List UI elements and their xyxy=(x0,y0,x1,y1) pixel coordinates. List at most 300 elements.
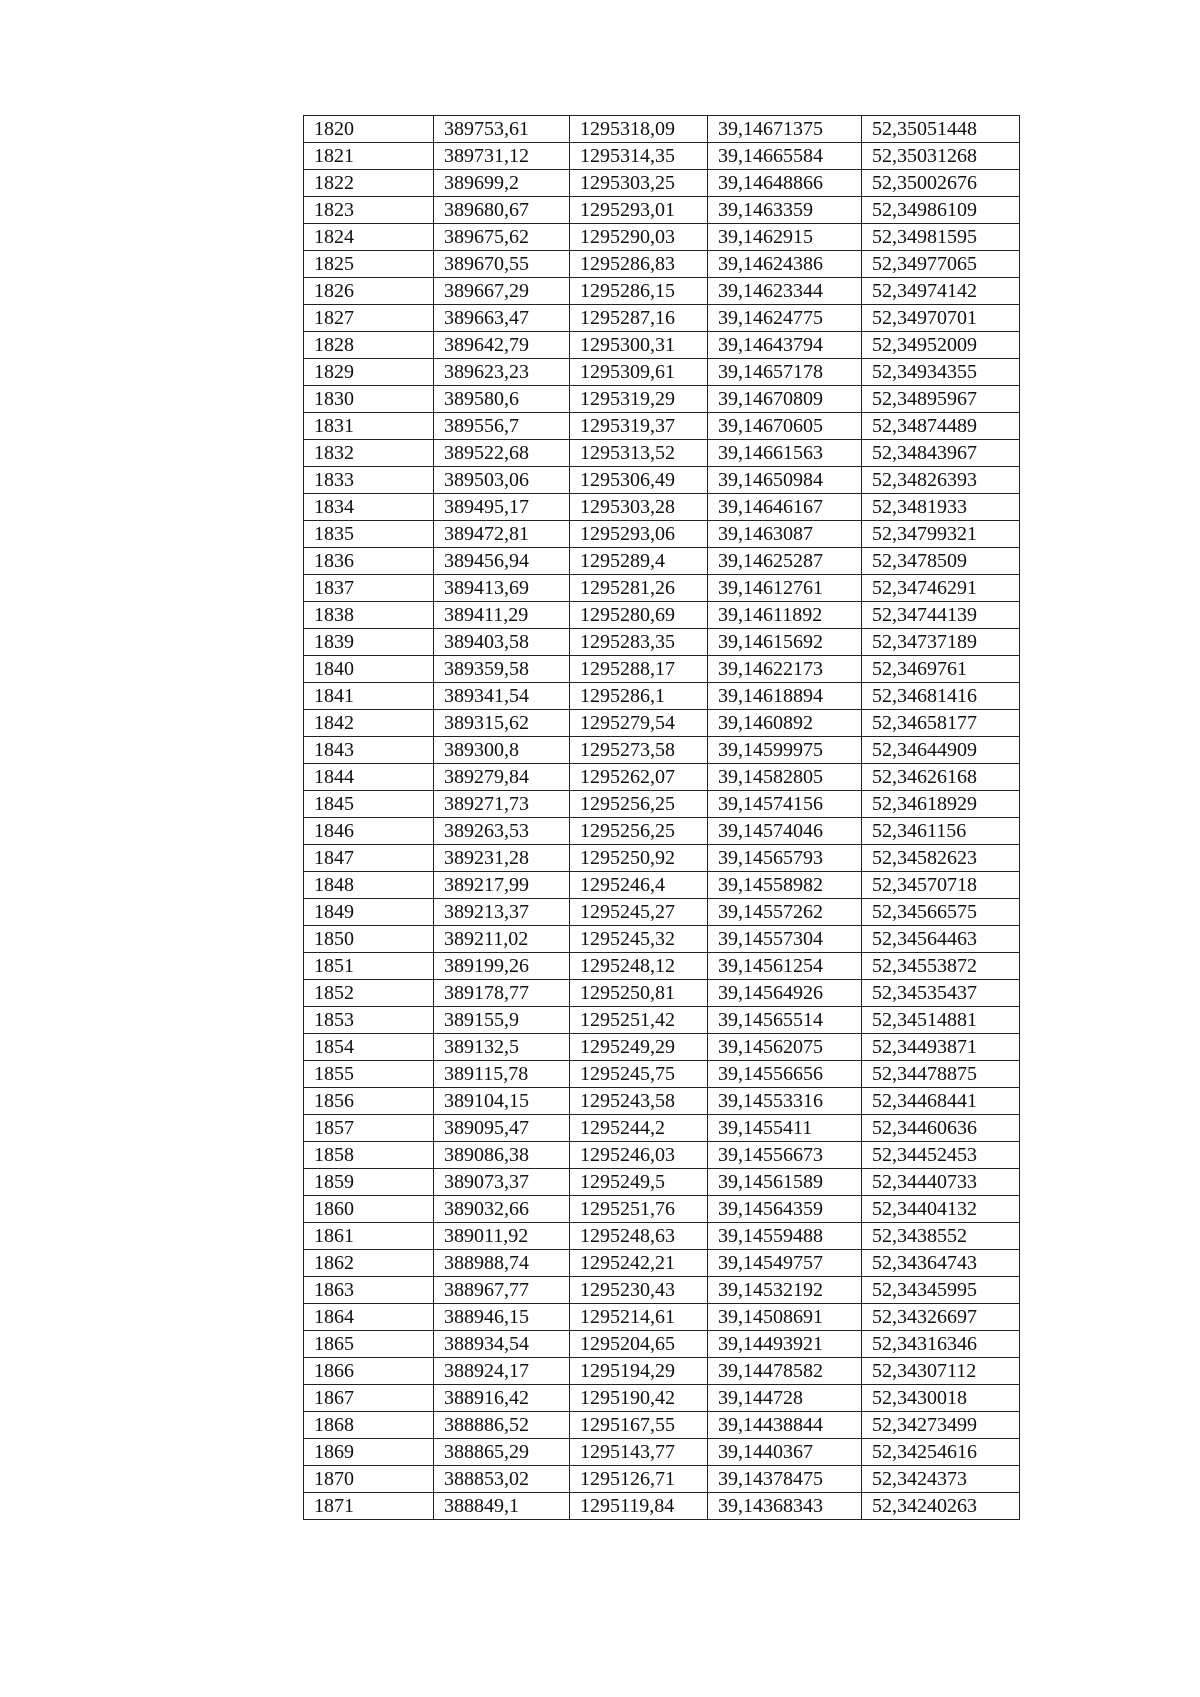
table-row xyxy=(304,251,1020,278)
longitude-cell: 39,14532192 xyxy=(708,1277,862,1304)
x-coordinate-cell: 389680,67 xyxy=(434,197,570,224)
longitude-cell: 39,14625287 xyxy=(708,548,862,575)
table-row xyxy=(304,548,1020,575)
x-coordinate-cell: 388853,02 xyxy=(434,1466,570,1493)
latitude-cell: 52,34468441 xyxy=(862,1088,1020,1115)
table-row xyxy=(304,143,1020,170)
longitude-cell: 39,14622173 xyxy=(708,656,862,683)
x-coordinate-cell: 389213,37 xyxy=(434,899,570,926)
latitude-cell: 52,3424373 xyxy=(862,1466,1020,1493)
x-coordinate-cell: 389472,81 xyxy=(434,521,570,548)
point-number-cell: 1823 xyxy=(304,197,434,224)
latitude-cell: 52,34658177 xyxy=(862,710,1020,737)
longitude-cell: 39,14438844 xyxy=(708,1412,862,1439)
x-coordinate-cell: 389032,66 xyxy=(434,1196,570,1223)
x-coordinate-cell: 389495,17 xyxy=(434,494,570,521)
x-coordinate-cell: 389670,55 xyxy=(434,251,570,278)
y-coordinate-cell: 1295246,4 xyxy=(570,872,708,899)
y-coordinate-cell: 1295119,84 xyxy=(570,1493,708,1520)
longitude-cell: 39,14557304 xyxy=(708,926,862,953)
table-row xyxy=(304,1007,1020,1034)
longitude-cell: 39,1460892 xyxy=(708,710,862,737)
latitude-cell: 52,34254616 xyxy=(862,1439,1020,1466)
longitude-cell: 39,14599975 xyxy=(708,737,862,764)
longitude-cell: 39,14562075 xyxy=(708,1034,862,1061)
x-coordinate-cell: 388924,17 xyxy=(434,1358,570,1385)
coordinates-table xyxy=(303,115,1020,1520)
point-number-cell: 1821 xyxy=(304,143,434,170)
table-row xyxy=(304,197,1020,224)
longitude-cell: 39,14612761 xyxy=(708,575,862,602)
table-row xyxy=(304,980,1020,1007)
latitude-cell: 52,34986109 xyxy=(862,197,1020,224)
latitude-cell: 52,34874489 xyxy=(862,413,1020,440)
table-row xyxy=(304,359,1020,386)
x-coordinate-cell: 389115,78 xyxy=(434,1061,570,1088)
latitude-cell: 52,34981595 xyxy=(862,224,1020,251)
y-coordinate-cell: 1295314,35 xyxy=(570,143,708,170)
point-number-cell: 1825 xyxy=(304,251,434,278)
x-coordinate-cell: 389667,29 xyxy=(434,278,570,305)
longitude-cell: 39,14368343 xyxy=(708,1493,862,1520)
y-coordinate-cell: 1295273,58 xyxy=(570,737,708,764)
longitude-cell: 39,14643794 xyxy=(708,332,862,359)
x-coordinate-cell: 389315,62 xyxy=(434,710,570,737)
latitude-cell: 52,34644909 xyxy=(862,737,1020,764)
longitude-cell: 39,14561254 xyxy=(708,953,862,980)
point-number-cell: 1849 xyxy=(304,899,434,926)
longitude-cell: 39,14556656 xyxy=(708,1061,862,1088)
point-number-cell: 1845 xyxy=(304,791,434,818)
latitude-cell: 52,34582623 xyxy=(862,845,1020,872)
x-coordinate-cell: 388934,54 xyxy=(434,1331,570,1358)
table-row xyxy=(304,656,1020,683)
longitude-cell: 39,14565514 xyxy=(708,1007,862,1034)
y-coordinate-cell: 1295318,09 xyxy=(570,116,708,143)
point-number-cell: 1836 xyxy=(304,548,434,575)
table-row xyxy=(304,521,1020,548)
table-row xyxy=(304,1493,1020,1520)
table-row xyxy=(304,1250,1020,1277)
latitude-cell: 52,34460636 xyxy=(862,1115,1020,1142)
x-coordinate-cell: 389263,53 xyxy=(434,818,570,845)
x-coordinate-cell: 389699,2 xyxy=(434,170,570,197)
table-row xyxy=(304,1439,1020,1466)
latitude-cell: 52,34970701 xyxy=(862,305,1020,332)
table-row xyxy=(304,1466,1020,1493)
latitude-cell: 52,34514881 xyxy=(862,1007,1020,1034)
x-coordinate-cell: 388916,42 xyxy=(434,1385,570,1412)
y-coordinate-cell: 1295313,52 xyxy=(570,440,708,467)
coordinates-table-body xyxy=(304,116,1020,1520)
point-number-cell: 1824 xyxy=(304,224,434,251)
y-coordinate-cell: 1295256,25 xyxy=(570,791,708,818)
point-number-cell: 1857 xyxy=(304,1115,434,1142)
y-coordinate-cell: 1295287,16 xyxy=(570,305,708,332)
x-coordinate-cell: 388886,52 xyxy=(434,1412,570,1439)
longitude-cell: 39,14565793 xyxy=(708,845,862,872)
longitude-cell: 39,14650984 xyxy=(708,467,862,494)
point-number-cell: 1859 xyxy=(304,1169,434,1196)
point-number-cell: 1856 xyxy=(304,1088,434,1115)
longitude-cell: 39,14623344 xyxy=(708,278,862,305)
table-row xyxy=(304,764,1020,791)
y-coordinate-cell: 1295194,29 xyxy=(570,1358,708,1385)
latitude-cell: 52,34618929 xyxy=(862,791,1020,818)
y-coordinate-cell: 1295286,15 xyxy=(570,278,708,305)
point-number-cell: 1832 xyxy=(304,440,434,467)
table-row xyxy=(304,1196,1020,1223)
x-coordinate-cell: 389731,12 xyxy=(434,143,570,170)
point-number-cell: 1869 xyxy=(304,1439,434,1466)
latitude-cell: 52,3430018 xyxy=(862,1385,1020,1412)
point-number-cell: 1861 xyxy=(304,1223,434,1250)
latitude-cell: 52,34316346 xyxy=(862,1331,1020,1358)
latitude-cell: 52,34564463 xyxy=(862,926,1020,953)
y-coordinate-cell: 1295303,25 xyxy=(570,170,708,197)
x-coordinate-cell: 389503,06 xyxy=(434,467,570,494)
point-number-cell: 1833 xyxy=(304,467,434,494)
latitude-cell: 52,34553872 xyxy=(862,953,1020,980)
y-coordinate-cell: 1295246,03 xyxy=(570,1142,708,1169)
table-row xyxy=(304,629,1020,656)
point-number-cell: 1860 xyxy=(304,1196,434,1223)
x-coordinate-cell: 389231,28 xyxy=(434,845,570,872)
point-number-cell: 1828 xyxy=(304,332,434,359)
latitude-cell: 52,34895967 xyxy=(862,386,1020,413)
y-coordinate-cell: 1295293,01 xyxy=(570,197,708,224)
point-number-cell: 1839 xyxy=(304,629,434,656)
point-number-cell: 1852 xyxy=(304,980,434,1007)
y-coordinate-cell: 1295248,12 xyxy=(570,953,708,980)
point-number-cell: 1848 xyxy=(304,872,434,899)
point-number-cell: 1862 xyxy=(304,1250,434,1277)
table-row xyxy=(304,116,1020,143)
table-row xyxy=(304,1358,1020,1385)
y-coordinate-cell: 1295245,32 xyxy=(570,926,708,953)
x-coordinate-cell: 389675,62 xyxy=(434,224,570,251)
point-number-cell: 1838 xyxy=(304,602,434,629)
point-number-cell: 1835 xyxy=(304,521,434,548)
longitude-cell: 39,14493921 xyxy=(708,1331,862,1358)
longitude-cell: 39,14559488 xyxy=(708,1223,862,1250)
longitude-cell: 39,14564359 xyxy=(708,1196,862,1223)
y-coordinate-cell: 1295300,31 xyxy=(570,332,708,359)
table-row xyxy=(304,1412,1020,1439)
table-row xyxy=(304,1169,1020,1196)
latitude-cell: 52,34240263 xyxy=(862,1493,1020,1520)
point-number-cell: 1847 xyxy=(304,845,434,872)
longitude-cell: 39,14611892 xyxy=(708,602,862,629)
longitude-cell: 39,14670605 xyxy=(708,413,862,440)
latitude-cell: 52,34404132 xyxy=(862,1196,1020,1223)
table-row xyxy=(304,332,1020,359)
latitude-cell: 52,34977065 xyxy=(862,251,1020,278)
table-row xyxy=(304,467,1020,494)
y-coordinate-cell: 1295204,65 xyxy=(570,1331,708,1358)
longitude-cell: 39,14558982 xyxy=(708,872,862,899)
point-number-cell: 1840 xyxy=(304,656,434,683)
table-row xyxy=(304,845,1020,872)
point-number-cell: 1870 xyxy=(304,1466,434,1493)
latitude-cell: 52,34843967 xyxy=(862,440,1020,467)
y-coordinate-cell: 1295280,69 xyxy=(570,602,708,629)
x-coordinate-cell: 389271,73 xyxy=(434,791,570,818)
table-row xyxy=(304,602,1020,629)
latitude-cell: 52,3461156 xyxy=(862,818,1020,845)
table-row xyxy=(304,926,1020,953)
latitude-cell: 52,34326697 xyxy=(862,1304,1020,1331)
x-coordinate-cell: 388865,29 xyxy=(434,1439,570,1466)
latitude-cell: 52,34440733 xyxy=(862,1169,1020,1196)
y-coordinate-cell: 1295248,63 xyxy=(570,1223,708,1250)
y-coordinate-cell: 1295262,07 xyxy=(570,764,708,791)
y-coordinate-cell: 1295126,71 xyxy=(570,1466,708,1493)
x-coordinate-cell: 388988,74 xyxy=(434,1250,570,1277)
x-coordinate-cell: 389413,69 xyxy=(434,575,570,602)
y-coordinate-cell: 1295249,29 xyxy=(570,1034,708,1061)
point-number-cell: 1831 xyxy=(304,413,434,440)
x-coordinate-cell: 389086,38 xyxy=(434,1142,570,1169)
table-row xyxy=(304,683,1020,710)
x-coordinate-cell: 389341,54 xyxy=(434,683,570,710)
y-coordinate-cell: 1295244,2 xyxy=(570,1115,708,1142)
latitude-cell: 52,34626168 xyxy=(862,764,1020,791)
latitude-cell: 52,34535437 xyxy=(862,980,1020,1007)
y-coordinate-cell: 1295250,81 xyxy=(570,980,708,1007)
x-coordinate-cell: 388849,1 xyxy=(434,1493,570,1520)
y-coordinate-cell: 1295250,92 xyxy=(570,845,708,872)
y-coordinate-cell: 1295245,75 xyxy=(570,1061,708,1088)
x-coordinate-cell: 389132,5 xyxy=(434,1034,570,1061)
latitude-cell: 52,34681416 xyxy=(862,683,1020,710)
longitude-cell: 39,14557262 xyxy=(708,899,862,926)
y-coordinate-cell: 1295251,76 xyxy=(570,1196,708,1223)
latitude-cell: 52,35002676 xyxy=(862,170,1020,197)
x-coordinate-cell: 389104,15 xyxy=(434,1088,570,1115)
point-number-cell: 1820 xyxy=(304,116,434,143)
y-coordinate-cell: 1295288,17 xyxy=(570,656,708,683)
table-row xyxy=(304,440,1020,467)
y-coordinate-cell: 1295242,21 xyxy=(570,1250,708,1277)
y-coordinate-cell: 1295143,77 xyxy=(570,1439,708,1466)
table-row xyxy=(304,899,1020,926)
table-row xyxy=(304,1304,1020,1331)
y-coordinate-cell: 1295167,55 xyxy=(570,1412,708,1439)
latitude-cell: 52,3438552 xyxy=(862,1223,1020,1250)
longitude-cell: 39,14549757 xyxy=(708,1250,862,1277)
latitude-cell: 52,3478509 xyxy=(862,548,1020,575)
latitude-cell: 52,34493871 xyxy=(862,1034,1020,1061)
table-row xyxy=(304,818,1020,845)
point-number-cell: 1865 xyxy=(304,1331,434,1358)
point-number-cell: 1863 xyxy=(304,1277,434,1304)
x-coordinate-cell: 389095,47 xyxy=(434,1115,570,1142)
point-number-cell: 1822 xyxy=(304,170,434,197)
point-number-cell: 1842 xyxy=(304,710,434,737)
longitude-cell: 39,14657178 xyxy=(708,359,862,386)
y-coordinate-cell: 1295256,25 xyxy=(570,818,708,845)
latitude-cell: 52,34737189 xyxy=(862,629,1020,656)
table-row xyxy=(304,1088,1020,1115)
longitude-cell: 39,14661563 xyxy=(708,440,862,467)
latitude-cell: 52,34746291 xyxy=(862,575,1020,602)
point-number-cell: 1853 xyxy=(304,1007,434,1034)
point-number-cell: 1850 xyxy=(304,926,434,953)
y-coordinate-cell: 1295251,42 xyxy=(570,1007,708,1034)
x-coordinate-cell: 389211,02 xyxy=(434,926,570,953)
latitude-cell: 52,34307112 xyxy=(862,1358,1020,1385)
table-row xyxy=(304,1061,1020,1088)
point-number-cell: 1871 xyxy=(304,1493,434,1520)
table-row xyxy=(304,170,1020,197)
longitude-cell: 39,1462915 xyxy=(708,224,862,251)
point-number-cell: 1827 xyxy=(304,305,434,332)
x-coordinate-cell: 389580,6 xyxy=(434,386,570,413)
x-coordinate-cell: 389403,58 xyxy=(434,629,570,656)
x-coordinate-cell: 389217,99 xyxy=(434,872,570,899)
point-number-cell: 1868 xyxy=(304,1412,434,1439)
x-coordinate-cell: 389359,58 xyxy=(434,656,570,683)
y-coordinate-cell: 1295245,27 xyxy=(570,899,708,926)
longitude-cell: 39,14615692 xyxy=(708,629,862,656)
table-row xyxy=(304,305,1020,332)
table-row xyxy=(304,224,1020,251)
latitude-cell: 52,34974142 xyxy=(862,278,1020,305)
latitude-cell: 52,34364743 xyxy=(862,1250,1020,1277)
x-coordinate-cell: 388946,15 xyxy=(434,1304,570,1331)
y-coordinate-cell: 1295286,83 xyxy=(570,251,708,278)
table-row xyxy=(304,1034,1020,1061)
table-row xyxy=(304,1223,1020,1250)
table-row xyxy=(304,575,1020,602)
point-number-cell: 1854 xyxy=(304,1034,434,1061)
y-coordinate-cell: 1295283,35 xyxy=(570,629,708,656)
longitude-cell: 39,14574156 xyxy=(708,791,862,818)
table-row xyxy=(304,791,1020,818)
longitude-cell: 39,14561589 xyxy=(708,1169,862,1196)
x-coordinate-cell: 389011,92 xyxy=(434,1223,570,1250)
y-coordinate-cell: 1295289,4 xyxy=(570,548,708,575)
y-coordinate-cell: 1295249,5 xyxy=(570,1169,708,1196)
table-row xyxy=(304,1142,1020,1169)
latitude-cell: 52,34952009 xyxy=(862,332,1020,359)
longitude-cell: 39,14564926 xyxy=(708,980,862,1007)
latitude-cell: 52,34744139 xyxy=(862,602,1020,629)
longitude-cell: 39,14671375 xyxy=(708,116,862,143)
x-coordinate-cell: 389663,47 xyxy=(434,305,570,332)
y-coordinate-cell: 1295290,03 xyxy=(570,224,708,251)
x-coordinate-cell: 389073,37 xyxy=(434,1169,570,1196)
longitude-cell: 39,14648866 xyxy=(708,170,862,197)
point-number-cell: 1830 xyxy=(304,386,434,413)
longitude-cell: 39,14624386 xyxy=(708,251,862,278)
longitude-cell: 39,1463359 xyxy=(708,197,862,224)
point-number-cell: 1834 xyxy=(304,494,434,521)
y-coordinate-cell: 1295303,28 xyxy=(570,494,708,521)
x-coordinate-cell: 389411,29 xyxy=(434,602,570,629)
x-coordinate-cell: 389753,61 xyxy=(434,116,570,143)
point-number-cell: 1829 xyxy=(304,359,434,386)
longitude-cell: 39,14556673 xyxy=(708,1142,862,1169)
y-coordinate-cell: 1295319,37 xyxy=(570,413,708,440)
table-row xyxy=(304,494,1020,521)
table-row xyxy=(304,1331,1020,1358)
x-coordinate-cell: 389456,94 xyxy=(434,548,570,575)
y-coordinate-cell: 1295281,26 xyxy=(570,575,708,602)
point-number-cell: 1837 xyxy=(304,575,434,602)
point-number-cell: 1843 xyxy=(304,737,434,764)
latitude-cell: 52,34273499 xyxy=(862,1412,1020,1439)
x-coordinate-cell: 389155,9 xyxy=(434,1007,570,1034)
longitude-cell: 39,14582805 xyxy=(708,764,862,791)
latitude-cell: 52,35051448 xyxy=(862,116,1020,143)
y-coordinate-cell: 1295293,06 xyxy=(570,521,708,548)
latitude-cell: 52,34799321 xyxy=(862,521,1020,548)
y-coordinate-cell: 1295279,54 xyxy=(570,710,708,737)
table-row xyxy=(304,1277,1020,1304)
y-coordinate-cell: 1295214,61 xyxy=(570,1304,708,1331)
table-row xyxy=(304,737,1020,764)
table-row xyxy=(304,872,1020,899)
point-number-cell: 1826 xyxy=(304,278,434,305)
y-coordinate-cell: 1295286,1 xyxy=(570,683,708,710)
x-coordinate-cell: 389279,84 xyxy=(434,764,570,791)
latitude-cell: 52,34452453 xyxy=(862,1142,1020,1169)
latitude-cell: 52,34566575 xyxy=(862,899,1020,926)
point-number-cell: 1844 xyxy=(304,764,434,791)
longitude-cell: 39,14574046 xyxy=(708,818,862,845)
x-coordinate-cell: 389623,23 xyxy=(434,359,570,386)
latitude-cell: 52,35031268 xyxy=(862,143,1020,170)
x-coordinate-cell: 389522,68 xyxy=(434,440,570,467)
y-coordinate-cell: 1295190,42 xyxy=(570,1385,708,1412)
latitude-cell: 52,3469761 xyxy=(862,656,1020,683)
y-coordinate-cell: 1295230,43 xyxy=(570,1277,708,1304)
point-number-cell: 1864 xyxy=(304,1304,434,1331)
longitude-cell: 39,14508691 xyxy=(708,1304,862,1331)
latitude-cell: 52,34570718 xyxy=(862,872,1020,899)
longitude-cell: 39,14378475 xyxy=(708,1466,862,1493)
longitude-cell: 39,14553316 xyxy=(708,1088,862,1115)
table-row xyxy=(304,386,1020,413)
x-coordinate-cell: 389642,79 xyxy=(434,332,570,359)
point-number-cell: 1866 xyxy=(304,1358,434,1385)
longitude-cell: 39,14665584 xyxy=(708,143,862,170)
latitude-cell: 52,34345995 xyxy=(862,1277,1020,1304)
table-row xyxy=(304,710,1020,737)
longitude-cell: 39,14670809 xyxy=(708,386,862,413)
x-coordinate-cell: 389300,8 xyxy=(434,737,570,764)
longitude-cell: 39,14478582 xyxy=(708,1358,862,1385)
point-number-cell: 1867 xyxy=(304,1385,434,1412)
point-number-cell: 1841 xyxy=(304,683,434,710)
longitude-cell: 39,14646167 xyxy=(708,494,862,521)
longitude-cell: 39,1440367 xyxy=(708,1439,862,1466)
longitude-cell: 39,14618894 xyxy=(708,683,862,710)
y-coordinate-cell: 1295306,49 xyxy=(570,467,708,494)
point-number-cell: 1858 xyxy=(304,1142,434,1169)
point-number-cell: 1851 xyxy=(304,953,434,980)
latitude-cell: 52,34826393 xyxy=(862,467,1020,494)
latitude-cell: 52,3481933 xyxy=(862,494,1020,521)
y-coordinate-cell: 1295243,58 xyxy=(570,1088,708,1115)
longitude-cell: 39,14624775 xyxy=(708,305,862,332)
latitude-cell: 52,34478875 xyxy=(862,1061,1020,1088)
table-row xyxy=(304,413,1020,440)
x-coordinate-cell: 389178,77 xyxy=(434,980,570,1007)
x-coordinate-cell: 388967,77 xyxy=(434,1277,570,1304)
